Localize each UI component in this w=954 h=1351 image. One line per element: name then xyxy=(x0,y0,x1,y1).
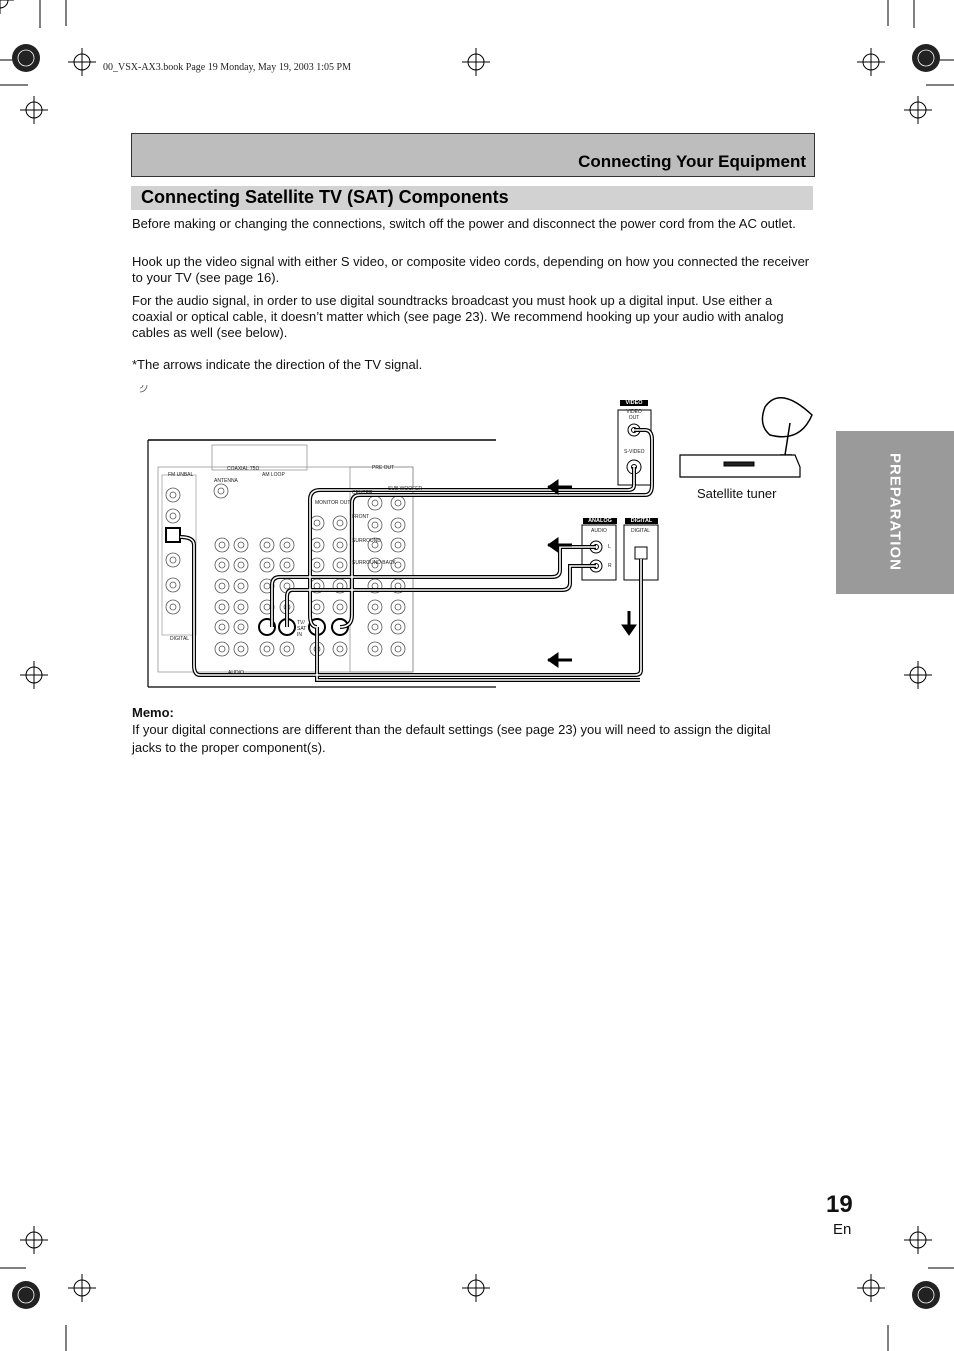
am-loop-label: AM LOOP xyxy=(262,472,285,478)
analog-label: ANALOG xyxy=(583,518,617,524)
page-number: 19 xyxy=(826,1191,853,1218)
memo-heading: Memo: xyxy=(132,705,174,720)
print-mark: 00_VSX-AX3.book Page 19 Monday, May 19, 2003 1:05 PM xyxy=(103,62,351,73)
digital-in-label: DIGITAL xyxy=(170,636,190,642)
fm-unbal-label: FM UNBAL xyxy=(168,472,194,478)
audio-in-label: AUDIO xyxy=(228,670,244,676)
monitor-out-label: MONITOR OUT xyxy=(315,500,351,506)
sub-woofer-label: SUB WOOFER xyxy=(388,486,423,492)
audio-left-label: L xyxy=(608,544,611,550)
side-tab xyxy=(836,431,954,594)
paragraph-audio: For the audio signal, in order to use digital soundtracks broadcast you must hook up a digital input. Use either a coaxial or optical cable, it doesn’t matter which (see page 23). We recommend hooking up your audio with analog cables as well (see below). xyxy=(132,293,784,340)
antenna-label: ANTENNA xyxy=(214,478,238,484)
s-video-label: S-VIDEO xyxy=(624,449,645,455)
chapter-header xyxy=(131,133,815,177)
video-out-label: VIDEO OUT xyxy=(626,409,642,421)
coaxial-label: COAXIAL 75Ω xyxy=(227,466,260,472)
paragraph-video: Hook up the video signal with either S video, or composite video cords, depending on how you connected the receiver to your TV (see page 16). xyxy=(132,254,810,285)
page-language: En xyxy=(833,1221,852,1238)
paragraph-power: Before making or changing the connections, switch off the power and disconnect the power cord from the AC outlet. xyxy=(132,216,796,231)
connection-diagram xyxy=(140,385,830,690)
audio-label: AUDIO xyxy=(591,528,607,534)
memo-text: If your digital connections are different than the default settings (see page 23) you will need to assign the digital jacks to the proper component(s). xyxy=(132,722,771,755)
satellite-tuner-label: Satellite tuner xyxy=(697,486,777,501)
tv-sat-in-label: TV/ SAT IN xyxy=(297,620,307,638)
paragraph-arrows-note: *The arrows indicate the direction of the TV signal. xyxy=(132,357,423,372)
surround-label: SURROUND xyxy=(352,538,381,544)
section-title: Connecting Satellite TV (SAT) Components xyxy=(141,187,509,207)
video-label: VIDEO xyxy=(620,400,648,406)
chapter-title: Connecting Your Equipment xyxy=(578,152,806,171)
section-bar xyxy=(131,186,813,210)
side-tab-label: PREPARATION xyxy=(886,453,904,571)
audio-right-label: R xyxy=(608,563,612,569)
center-label: CENTER xyxy=(352,490,373,496)
front-label: FRONT xyxy=(352,514,370,520)
digital-label: DIGITAL xyxy=(625,518,658,524)
digital-sub-label: DIGITAL xyxy=(631,528,651,534)
surround-back-label: SURROUND BACK xyxy=(352,560,396,566)
pre-out-label: PRE OUT xyxy=(372,465,395,471)
